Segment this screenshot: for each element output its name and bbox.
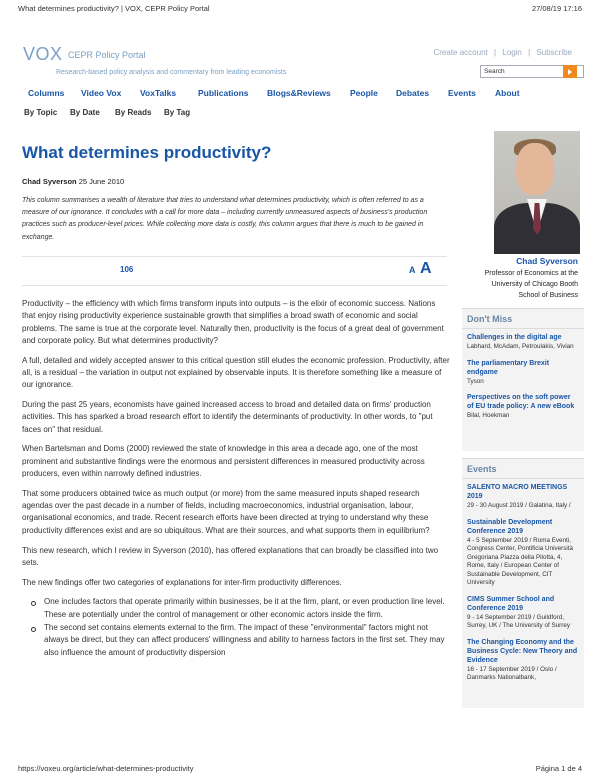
bullet-list bbox=[44, 596, 450, 658]
print-page-number: Página 1 de 4 bbox=[535, 764, 582, 773]
nav-publications[interactable]: Publications bbox=[198, 88, 249, 98]
nav-voxtalks[interactable]: VoxTalks bbox=[140, 88, 177, 98]
dont-miss-link[interactable]: Perspectives on the soft power of EU trade policy: A new eBook bbox=[467, 394, 575, 410]
dont-miss-authors: Labhard, McAdam, Petroulakis, Vivian bbox=[467, 343, 574, 350]
article-summary: This column summarises a wealth of literature that tries to understand what determines productivity, which is often referred to as a measure of our ignorance. It concludes with a call for more data – including currently unmeasured aspects of business's production practices such as producer-level prices. While collecting more data is costly, this column argues that there is much to be gained in exchange. bbox=[22, 197, 428, 241]
event-details: 29 - 30 August 2019 / Galatina, Italy / bbox=[467, 502, 571, 509]
print-page-title: What determines productivity? | VOX, CEPR Policy Portal bbox=[18, 4, 210, 13]
divider bbox=[22, 285, 447, 286]
site-tagline: Research-based policy analysis and commentary from leading economists bbox=[56, 69, 287, 76]
list-item bbox=[462, 389, 584, 424]
author-role-line: University of Chicago Booth bbox=[491, 281, 578, 288]
list-item bbox=[462, 355, 584, 390]
account-separator: | bbox=[493, 48, 497, 57]
paragraph: During the past 25 years, economists have gained increased access to broad and detailed data on firms' production activities. This has sparked a broad research effort to identify the determinants of productivity. In other words, to "put faces on" that residual. bbox=[22, 400, 433, 434]
share-count: 106 bbox=[120, 265, 134, 274]
byline-author[interactable]: Chad Syverson bbox=[22, 177, 77, 186]
paragraph: The new findings offer two categories of explanations for inter-firm productivity differences. bbox=[22, 577, 342, 587]
divider bbox=[22, 256, 447, 257]
list-item bbox=[462, 514, 584, 591]
dont-miss-heading: Don't Miss bbox=[462, 309, 584, 329]
list-item bbox=[462, 329, 584, 355]
create-account-link[interactable]: Create account bbox=[433, 48, 488, 57]
event-link[interactable]: The Changing Economy and the Business Cycle: New Theory and Evidence bbox=[467, 638, 578, 664]
byline bbox=[22, 177, 124, 186]
paragraph: A full, detailed and widely accepted answer to this critical question still eludes the economic profession. Productivity, after all, is a residual – the variation in output not explained by observable inputs. It is therefore something like a measure of our ignorance. bbox=[22, 355, 450, 390]
nav-columns[interactable]: Columns bbox=[28, 88, 65, 98]
author-photo bbox=[494, 131, 580, 254]
author-role-line: School of Business bbox=[518, 292, 578, 299]
event-details: 9 - 14 September 2019 / Guildford, Surrey, UK / The University of Surrey bbox=[467, 613, 570, 629]
paragraph: Productivity – the efficiency with which firms transform inputs into outputs – is the elixir of economic success. Nations that enjoy rising productivity experience sustainable growth that simplifies a broad swath of economic and social problems. The same is true at the corporate level. Naturally then, productivity is the focus of a great deal of government and corporate policy. But what determines productivity? bbox=[22, 299, 444, 345]
search-submit-button[interactable] bbox=[563, 65, 577, 78]
nav-video-vox[interactable]: Video Vox bbox=[81, 88, 122, 98]
event-details: 16 - 17 September 2019 / Oslo / Danmarks Nationalbank, bbox=[467, 665, 557, 681]
list-item bbox=[462, 634, 584, 686]
author-role-line: Professor of Economics at the bbox=[484, 270, 578, 277]
nav-about[interactable]: About bbox=[495, 88, 520, 98]
paragraph: This new research, which I review in Syverson (2010), has offered explanations that can broadly be classified into two sets. bbox=[22, 545, 439, 567]
article-body bbox=[22, 298, 450, 660]
account-separator: | bbox=[528, 48, 531, 57]
search-input[interactable]: Search bbox=[480, 65, 584, 78]
subnav-by-date[interactable]: By Date bbox=[70, 108, 100, 117]
dont-miss-authors: Tyson bbox=[467, 377, 484, 385]
site-name: CEPR Policy Portal bbox=[68, 50, 146, 60]
list-item bbox=[462, 479, 584, 514]
events-heading: Events bbox=[462, 459, 584, 479]
author-name-link[interactable]: Chad Syverson bbox=[516, 256, 578, 266]
dont-miss-authors: Bilal, Hoekman bbox=[467, 412, 510, 419]
list-item: One includes factors that operate primarily within businesses, be it at the firm, plant, or even production line level. These are potentially under the control of management or other economic actors inside the firm. bbox=[44, 596, 450, 621]
subscribe-link[interactable]: Subscribe bbox=[536, 48, 572, 57]
event-link[interactable]: SALENTO MACRO MEETINGS 2019 bbox=[467, 484, 568, 500]
list-item: The second set contains elements external to the firm. The impact of these "environmental" factors might not always be direct, but they can affect producers' willingness and ability to harness factors in the first set. They may also influence the amount of productivity dispersion bbox=[44, 622, 450, 659]
login-link[interactable]: Login bbox=[502, 48, 522, 57]
nav-debates[interactable]: Debates bbox=[396, 88, 430, 98]
subnav-by-reads[interactable]: By Reads bbox=[115, 108, 152, 117]
font-size-decrease-button[interactable]: A bbox=[409, 265, 416, 275]
events-panel bbox=[462, 458, 584, 708]
print-url: https://voxeu.org/article/what-determines-productivity bbox=[18, 764, 194, 773]
dont-miss-panel bbox=[462, 308, 584, 451]
event-link[interactable]: Sustainable Development Conference 2019 bbox=[467, 518, 553, 535]
author-role bbox=[438, 268, 578, 301]
list-item bbox=[462, 591, 584, 634]
subnav-by-topic[interactable]: By Topic bbox=[24, 108, 58, 117]
paragraph: When Bartelsman and Doms (2000) reviewed the state of knowledge in this area a decade ago, one of the most prominent and substantive findings were the enormous and persistent differences in measured productivity across producers, even within narrowly defined industries. bbox=[22, 444, 425, 479]
nav-blogs-reviews[interactable]: Blogs&Reviews bbox=[267, 88, 331, 98]
font-size-increase-button[interactable]: A bbox=[420, 260, 432, 277]
account-links bbox=[429, 48, 572, 57]
nav-events[interactable]: Events bbox=[448, 88, 476, 98]
dont-miss-link[interactable]: The parliamentary Brexit endgame bbox=[467, 359, 550, 376]
event-link[interactable]: CIMS Summer School and Conference 2019 bbox=[467, 595, 555, 612]
print-date: 27/08/19 17:16 bbox=[531, 4, 582, 13]
paragraph: That some producers obtained twice as much output (or more) from the same measured inputs shaped research agendas over the past decade in a number of fields, including macroeconomics, industrial organisation, labour, organisational economics, and trade. Recent research efforts have been directed at trying to understand why these productivity differences exist and are so ubiquitous. What are their sources, and what supports them in equilibrium? bbox=[22, 488, 430, 535]
dont-miss-link[interactable]: Challenges in the digital age bbox=[467, 334, 562, 341]
event-details: 4 - 5 September 2019 / Roma Eventi, Congress Center, Pontificia Università Gregoriana Piazza della Pilotta, 4, Rome, Italy / European Center of Sustainable Development, CIT University bbox=[467, 536, 574, 586]
nav-people[interactable]: People bbox=[350, 88, 378, 98]
byline-date: 25 June 2010 bbox=[78, 177, 125, 186]
page-title: What determines productivity? bbox=[22, 143, 272, 162]
subnav-by-tag[interactable]: By Tag bbox=[164, 108, 191, 117]
vox-logo[interactable]: VOX bbox=[23, 44, 63, 64]
